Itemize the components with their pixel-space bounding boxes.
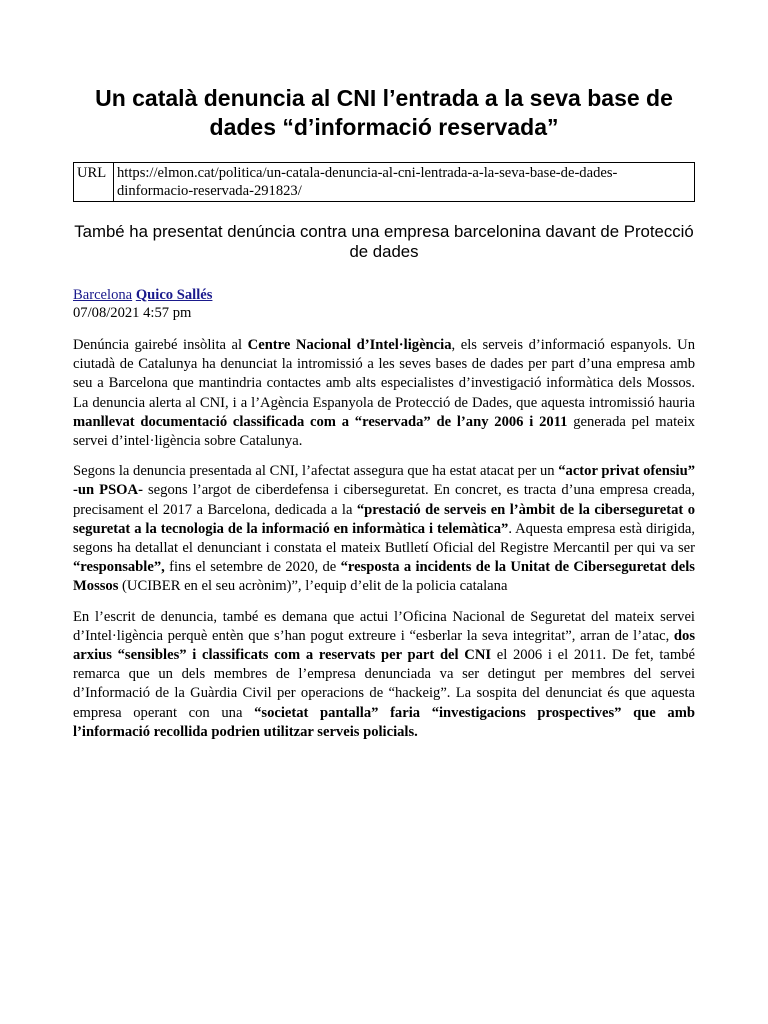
url-value: https://elmon.cat/politica/un-catala-denuncia-al-cni-lentrada-a-la-seva-base-de-dades-dinformacio-reservada-291823/ — [114, 163, 695, 202]
bold-text: “societat pantalla” faria “investigacions prospectives” que amb l’informació recollida podrien utilitzar serveis policials. — [73, 704, 695, 740]
author-link[interactable]: Quico Sallés — [135, 287, 213, 303]
text-run: En l’escrit de denuncia, també es demana que actui l’Oficina Nacional de Seguretat del mateix servei d’Intel·ligència perquè entèn que s’han pogut extreure i “esberlar la seva integritat”, arran de l’atac, — [73, 608, 695, 644]
bold-text: manllevat documentació classificada com a “reservada” de l’any 2006 i 2011 — [73, 413, 568, 430]
bold-text: dos arxius “sensibles” i classificats com a reservats per part del CNI — [73, 627, 695, 664]
article-subtitle: També ha presentat denúncia contra una empresa barcelonina davant de Protecció de dades — [74, 222, 694, 261]
publish-date: 07/08/2021 4:57 pm — [73, 305, 192, 321]
bold-text: “resposta a incidents de la Unitat de Ciberseguretat dels Mossos — [73, 559, 695, 595]
bold-text: Centre Nacional d’Intel·ligència — [247, 337, 452, 353]
text-run: , els serveis d’informació espanyols. Un ciutadà de Catalunya ha denunciat la intromissió a les seves bases de dades per part d’una empresa amb seu a Barcelona que mantindria contactes amb alts especialistes d’investigació informàtica dels Mossos. La denuncia alerta al CNI, i a l’Agència Espanyola de Protecció de Dades, que aquesta intromissió hauria — [73, 337, 695, 411]
article-paragraph — [73, 608, 695, 742]
text-run: segons l’argot de ciberdefensa i ciberseguretat. En concret, es tracta d’una empresa creada, precisament el 2017 a Barcelona, dedicada a la — [73, 482, 695, 518]
byline — [73, 286, 695, 322]
text-run: generada pel mateix servei d’intel·ligència sobre Catalunya. — [73, 413, 695, 450]
url-row — [74, 163, 695, 202]
section-link[interactable]: Barcelona — [73, 287, 133, 303]
article-title: Un català denuncia al CNI l’entrada a la seva base de dades “d’informació reservada” — [95, 85, 673, 140]
text-run: (UCIBER en el seu acrònim)”, l’equip d’elit de la policia catalana — [118, 578, 508, 595]
url-table — [73, 162, 695, 202]
bold-text: “prestació de serveis en l’àmbit de la ciberseguretat o seguretat a la tecnologia de la informació en informàtica i telemàtica” — [73, 501, 695, 537]
text-run: . Aquesta empresa està dirigida, segons ha detallat el denunciant i constata el mateix Butlletí Oficial del Registre Mercantil per qui va ser — [73, 520, 696, 557]
article-paragraph — [73, 462, 695, 596]
text-run: Segons la denuncia presentada al CNI, l’afectat assegura que ha estat atacat per un — [73, 463, 559, 480]
article-paragraph — [73, 336, 695, 451]
article-body — [73, 336, 695, 742]
article — [73, 84, 695, 753]
text-run: el 2006 i el 2011. De fet, també remarca que un dels membres de l’empresa denunciada va ser detingut per membres del servei d’Informació de la Guàrdia Civil per operacions de “hackeig”. La sospita del denunciat és que aquesta empresa operant con una — [73, 647, 695, 721]
url-label: URL — [74, 163, 114, 202]
bold-text: “actor privat ofensiu” -un PSOA- — [73, 463, 695, 499]
bold-text: “responsable”, — [73, 559, 165, 576]
text-run: fins el setembre de 2020, de — [164, 559, 341, 576]
text-run: Denúncia gairebé insòlita al — [73, 337, 248, 353]
